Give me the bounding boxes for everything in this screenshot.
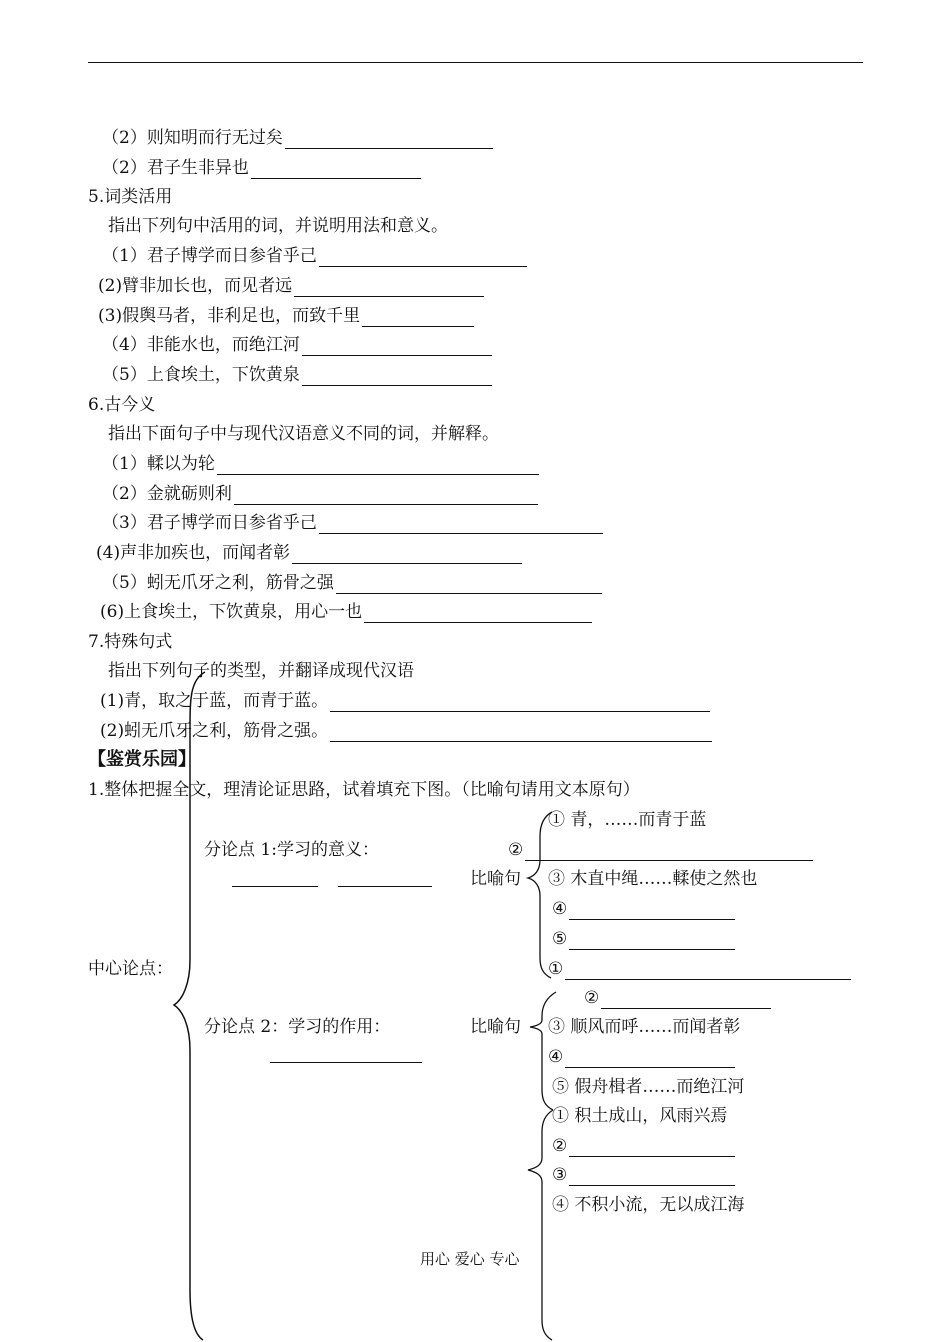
sub2-answer-blank[interactable] [270,1062,422,1063]
g3-item-2: ② [552,1135,735,1157]
answer-blank[interactable] [569,932,735,950]
answer-blank[interactable] [565,962,851,980]
s4-item-1: （2）则知明而行无过矣 [102,127,493,149]
g1-item-3: ③ 木直中绳……輮使之然也 [548,869,758,889]
s6-item-5: （5）蚓无爪牙之利，筋骨之强 [102,572,602,594]
s6-heading: 6.古今义 [88,395,156,415]
sub-thesis-2-label: 分论点 2：学习的作用： [204,1017,391,1037]
answer-blank[interactable] [569,1139,735,1157]
s6-instruction: 指出下面句子中与现代汉语意义不同的词，并解释。 [108,424,499,444]
s6-item-6: (6)上食埃土，下饮黄泉，用心一也 [100,601,592,623]
answer-blank[interactable] [569,1168,735,1186]
g3-item-3: ③ [552,1164,735,1186]
g1-item-5: ⑤ [552,928,735,950]
answer-blank[interactable] [565,1050,735,1068]
answer-blank[interactable] [525,843,813,861]
s5-item-4: （4）非能水也，而绝江河 [102,334,492,356]
g2-item-4: ④ [548,1046,735,1068]
g3-item-4: ④ 不积小流，无以成江海 [552,1195,745,1215]
s5-instruction: 指出下列句中活用的词，并说明用法和意义。 [108,216,448,236]
sub1-answer-blank-2[interactable] [338,886,432,887]
g2-item-5: ⑤ 假舟楫者……而绝江河 [552,1077,745,1097]
g2-item-3: ③ 顺风而呼……而闻者彰 [548,1017,741,1037]
g2-item-1: ① [548,958,851,980]
appreciation-task: 1.整体把握全文，理清论证思路，试着填充下图。（比喻句请用文本原句） [88,780,640,800]
s5-heading: 5.词类活用 [88,187,173,207]
appreciation-title: 【鉴赏乐园】 [88,749,196,770]
s6-item-4: (4)声非加疾也，而闻者彰 [96,542,522,564]
s5-item-1: （1）君子博学而日参省乎己 [102,245,527,267]
center-thesis-label: 中心论点： [88,959,173,979]
g1-item-2: ② [508,839,813,861]
answer-blank[interactable] [601,991,771,1009]
s6-item-3: （3）君子博学而日参省乎己 [102,512,603,534]
sub-thesis-1-label: 分论点 1:学习的意义： [204,840,379,860]
s7-item-2: (2)蚓无爪牙之利，筋骨之强。 [100,720,712,742]
answer-blank[interactable] [569,902,735,920]
s6-item-2: （2）金就砺则利 [102,483,538,505]
s5-item-3: (3)假舆马者，非利足也，而致千里 [98,305,474,327]
s5-item-5: （5）上食埃土，下饮黄泉 [102,364,492,386]
s6-item-1: （1）輮以为轮 [102,453,539,475]
s7-heading: 7.特殊句式 [88,632,173,652]
metaphor-label-1: 比喻句 [470,869,521,889]
metaphor-label-2: 比喻句 [470,1017,521,1037]
s4-item-2: （2）君子生非异也 [102,157,421,179]
g2-item-2: ② [584,987,771,1009]
g3-item-1: ① 积土成山，风雨兴焉 [552,1106,728,1126]
page-footer: 用心 爱心 专心 [420,1250,520,1268]
sub1-answer-blank-1[interactable] [232,886,318,887]
g1-item-1: ① 青，……而青于蓝 [548,810,707,830]
s7-instruction: 指出下列句子的类型，并翻译成现代汉语 [108,661,414,681]
g1-item-4: ④ [552,898,735,920]
s5-item-2: (2)臂非加长也，而见者远 [98,275,484,297]
s7-item-1: (1)青，取之于蓝，而青于蓝。 [100,690,710,712]
